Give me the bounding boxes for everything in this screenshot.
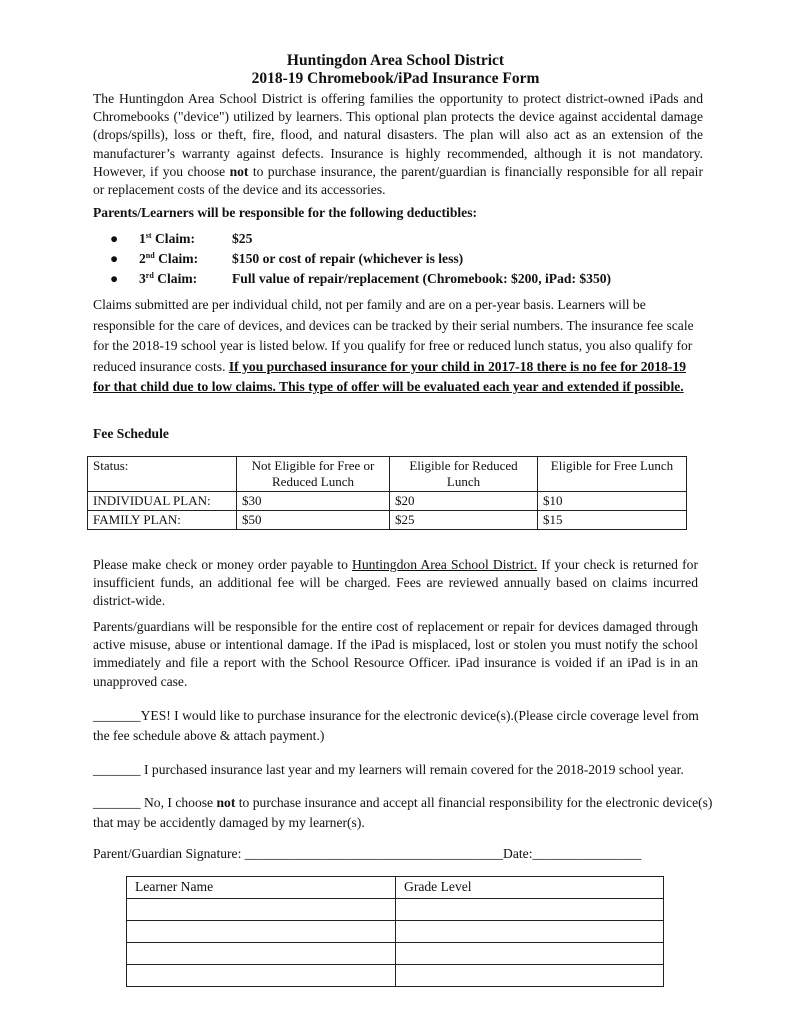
grade-level-header: Grade Level <box>396 877 664 899</box>
table-cell: INDIVIDUAL PLAN: <box>88 492 237 511</box>
form-title: 2018-19 Chromebook/iPad Insurance Form <box>251 70 540 87</box>
responsibility-paragraph: Parents/guardians will be responsible for the entire cost of replacement or repair for devices damaged through active misuse, abuse or intentional damage. If the iPad is misplaced, lost or stolen you must notify the school immediately and file a report with the School Resource Officer. iPad insurance is voided if an iPad is in an unapproved case. <box>93 619 698 689</box>
learner-table <box>126 876 664 987</box>
claim-value: $25 <box>232 231 253 246</box>
table-row <box>88 492 687 511</box>
claim-value: $150 or cost of repair (whichever is less) <box>232 251 464 266</box>
table-row[interactable] <box>127 965 664 987</box>
bullet-icon: ● <box>110 271 119 286</box>
table-cell: Eligible for Free Lunch <box>538 457 687 492</box>
claim-label: 2nd Claim: <box>139 251 199 266</box>
date-field[interactable]: Date:________________ <box>503 846 642 861</box>
grade-level-cell[interactable] <box>396 943 664 965</box>
learner-name-cell[interactable] <box>127 965 396 987</box>
table-row[interactable] <box>127 899 664 921</box>
learner-name-header: Learner Name <box>127 877 396 899</box>
bullet-icon: ● <box>110 231 119 246</box>
table-cell: $10 <box>538 492 687 511</box>
table-row <box>88 511 687 530</box>
claim-label: 3rd Claim: <box>139 271 198 286</box>
table-cell: $15 <box>538 511 687 530</box>
table-cell: Not Eligible for Free or Reduced Lunch <box>237 457 390 492</box>
district-title: Huntingdon Area School District <box>286 52 505 69</box>
learner-name-cell[interactable] <box>127 943 396 965</box>
table-cell: $20 <box>390 492 538 511</box>
claim-label: 1st Claim: <box>139 231 195 246</box>
bullet-icon: ● <box>110 251 119 266</box>
table-cell: $50 <box>237 511 390 530</box>
claims-paragraph: Claims submitted are per individual child, not per family and are on a per-year basis. Learners will be responsible for the care of devices, and devices can be tracked by their serial numbers. The insurance fee scale for the 2018-19 school year is listed below. If you qualify for free or reduced lunch status, you also qualify for reduced insurance costs. If you purchased insurance for your child in 2017-18 there is no fee for 2018-19 for that child due to low claims. This type of offer will be evaluated each year and extended if possible. <box>93 297 694 395</box>
signature-line[interactable] <box>93 846 641 862</box>
table-row[interactable] <box>127 943 664 965</box>
payment-paragraph: Please make check or money order payable to Huntingdon Area School District. If your check is returned for insufficient funds, an additional fee will be charged. Fees are reviewed annually based on claims incurred district-wide. <box>93 557 698 609</box>
table-header-row <box>127 877 664 899</box>
payee-name: Huntingdon Area School District. <box>352 557 538 572</box>
table-cell: $25 <box>390 511 538 530</box>
table-cell: $30 <box>237 492 390 511</box>
fee-schedule-table <box>87 456 687 530</box>
signature-field[interactable]: Parent/Guardian Signature: ______________________________________ <box>93 846 504 861</box>
table-header-row <box>88 457 687 492</box>
grade-level-cell[interactable] <box>396 965 664 987</box>
option-already-covered[interactable]: _______ I purchased insurance last year and my learners will remain covered for the 2018-2019 school year. <box>93 762 684 777</box>
table-cell: FAMILY PLAN: <box>88 511 237 530</box>
table-cell: Status: <box>88 457 237 492</box>
claim-value: Full value of repair/replacement (Chromebook: $200, iPad: $350) <box>232 271 612 286</box>
intro-paragraph: The Huntingdon Area School District is offering families the opportunity to protect district-owned iPads and Chromebooks ("device") utilized by learners. This optional plan protects the device against accidental damage (drops/spills), loss or theft, fire, flood, and natural disasters. The plan will also act as an extension of the manufacturer’s warranty against defects. Insurance is highly recommended, although it is not mandatory. However, if you choose not to purchase insurance, the parent/guardian is financially responsible for all repair or replacement costs of the device and its accessories. <box>93 91 703 198</box>
fee-schedule-heading: Fee Schedule <box>93 426 169 441</box>
learner-name-cell[interactable] <box>127 899 396 921</box>
grade-level-cell[interactable] <box>396 899 664 921</box>
table-row[interactable] <box>127 921 664 943</box>
option-decline[interactable]: _______ No, I choose not to purchase insurance and accept all financial responsibility for the electronic device(s) that may be accidently damaged by my learner(s). <box>93 795 713 830</box>
deductibles-heading: Parents/Learners will be responsible for the following deductibles: <box>93 205 478 220</box>
learner-name-cell[interactable] <box>127 921 396 943</box>
table-cell: Eligible for Reduced Lunch <box>390 457 538 492</box>
grade-level-cell[interactable] <box>396 921 664 943</box>
option-yes[interactable]: _______YES! I would like to purchase insurance for the electronic device(s).(Please circle coverage level from the fee schedule above & attach payment.) <box>93 708 699 743</box>
free-renewal-notice: If you purchased insurance for your child in 2017-18 there is no fee for 2018-19 for that child due to low claims. This type of offer will be evaluated each year and extended if possible. <box>93 358 687 395</box>
